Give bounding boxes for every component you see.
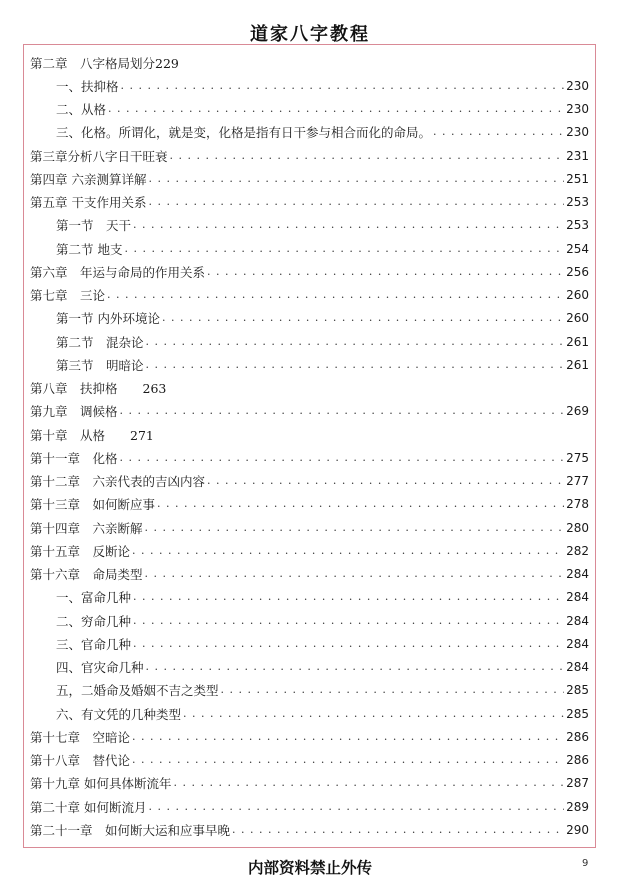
toc-entry-label: 第三节 明暗论 xyxy=(56,357,144,373)
toc-entry-page: 284 xyxy=(566,590,589,605)
toc-entry[interactable] xyxy=(30,725,589,748)
toc-entry-page: 282 xyxy=(566,543,589,558)
toc-entry-page: 289 xyxy=(566,799,589,814)
table-of-contents xyxy=(30,51,589,842)
toc-entry-label: 第二章 八字格局划分229 xyxy=(30,55,179,71)
document-title: 道家八字教程 xyxy=(250,24,370,45)
dot-leader xyxy=(133,590,564,604)
toc-entry-label: 第十六章 命局类型 xyxy=(30,567,143,583)
toc-entry-label: 四、官灾命几种 xyxy=(56,660,144,676)
toc-entry[interactable] xyxy=(30,539,589,562)
dot-leader xyxy=(207,265,564,279)
dot-leader xyxy=(162,311,564,325)
dot-leader xyxy=(148,195,564,209)
dot-leader xyxy=(146,358,565,372)
toc-entry[interactable] xyxy=(30,818,589,841)
toc-entry-page: 269 xyxy=(566,404,589,419)
toc-entry[interactable] xyxy=(30,284,589,307)
dot-leader xyxy=(133,637,564,651)
dot-leader xyxy=(145,521,565,535)
toc-entry-label: 第九章 调候格 xyxy=(30,404,118,420)
toc-entry-label: 第十四章 六亲断解 xyxy=(30,520,143,536)
toc-entry-label: 第十五章 反断论 xyxy=(30,543,131,559)
dot-leader xyxy=(133,218,564,232)
toc-entry-label: 五，二婚命及婚姻不吉之类型 xyxy=(56,683,219,699)
toc-entry[interactable] xyxy=(30,656,589,679)
toc-entry-page: 280 xyxy=(566,520,589,535)
toc-entry[interactable] xyxy=(30,214,589,237)
toc-entry-page: 230 xyxy=(566,125,589,140)
page-number: 9 xyxy=(582,858,589,869)
toc-entry-page: 285 xyxy=(566,683,589,698)
dot-leader xyxy=(221,683,565,697)
toc-entry-label: 第四章 六亲测算详解 xyxy=(30,171,147,187)
toc-entry-label: 第十章 从格 271 xyxy=(30,427,154,443)
toc-entry-page: 286 xyxy=(566,753,589,768)
toc-entry[interactable] xyxy=(30,563,589,586)
toc-entry-page: 290 xyxy=(566,822,589,837)
toc-entry[interactable] xyxy=(30,586,589,609)
toc-entry-page: 253 xyxy=(566,218,589,233)
dot-leader xyxy=(124,242,564,256)
toc-entry-page: 256 xyxy=(566,264,589,279)
dot-leader xyxy=(148,800,564,814)
toc-entry-label: 六、有文凭的几种类型 xyxy=(56,706,182,722)
toc-entry-page: 275 xyxy=(566,450,589,465)
toc-entry[interactable] xyxy=(30,74,589,97)
toc-entry[interactable] xyxy=(30,749,589,772)
toc-entry-page: 254 xyxy=(566,241,589,256)
toc-entry-label: 三、官命几种 xyxy=(56,636,132,652)
toc-entry-label: 第七章 三论 xyxy=(30,288,106,304)
toc-entry[interactable] xyxy=(30,377,589,400)
toc-entry-page: 277 xyxy=(566,474,589,489)
toc-entry-label: 第一节 天干 xyxy=(56,218,132,234)
dot-leader xyxy=(232,823,564,837)
toc-entry[interactable] xyxy=(30,795,589,818)
toc-entry[interactable] xyxy=(30,493,589,516)
toc-entry-page: 286 xyxy=(566,729,589,744)
toc-entry-label: 第二节 混杂论 xyxy=(56,334,144,350)
toc-entry[interactable] xyxy=(30,446,589,469)
dot-leader xyxy=(148,172,564,186)
toc-entry-label: 第十八章 替代论 xyxy=(30,753,131,769)
toc-entry-page: 230 xyxy=(566,102,589,117)
dot-leader xyxy=(121,79,565,93)
toc-entry-label: 第三章分析八字日干旺衰 xyxy=(30,148,168,164)
toc-entry[interactable] xyxy=(30,470,589,493)
toc-entry[interactable] xyxy=(30,260,589,283)
toc-entry[interactable] xyxy=(30,51,589,74)
toc-entry[interactable] xyxy=(30,400,589,423)
dot-leader xyxy=(132,544,564,558)
toc-entry-page: 261 xyxy=(566,334,589,349)
dot-leader xyxy=(120,404,565,418)
toc-entry-label: 第十二章 六亲代表的吉凶内容 xyxy=(30,474,206,490)
toc-entry-label: 第十三章 如何断应事 xyxy=(30,497,156,513)
toc-entry[interactable] xyxy=(30,353,589,376)
toc-entry[interactable] xyxy=(30,98,589,121)
toc-entry[interactable] xyxy=(30,609,589,632)
toc-entry-label: 第五章 干支作用关系 xyxy=(30,195,147,211)
toc-entry-label: 三、化格。所谓化，就是变，化格是指有日干参与相合而化的命局。 xyxy=(56,125,432,141)
dot-leader xyxy=(120,451,565,465)
footer-notice: 内部资料禁止外传 xyxy=(247,858,372,877)
toc-entry-page: 251 xyxy=(566,171,589,186)
dot-leader xyxy=(132,753,564,767)
toc-entry-page: 284 xyxy=(566,636,589,651)
toc-entry[interactable] xyxy=(30,330,589,353)
toc-entry-page: 260 xyxy=(566,288,589,303)
dot-leader xyxy=(173,776,564,790)
dot-leader xyxy=(183,707,564,721)
toc-entry-page: 287 xyxy=(566,776,589,791)
toc-entry-label: 二、穷命几种 xyxy=(56,613,132,629)
toc-entry-label: 第一节 内外环境论 xyxy=(56,311,160,327)
toc-entry-page: 278 xyxy=(566,497,589,512)
toc-entry-label: 第十九章 如何具体断流年 xyxy=(30,776,172,792)
toc-entry-page: 261 xyxy=(566,357,589,372)
dot-leader xyxy=(170,149,565,163)
toc-entry[interactable] xyxy=(30,702,589,725)
dot-leader xyxy=(157,497,564,511)
toc-entry[interactable] xyxy=(30,237,589,260)
toc-entry-page: 260 xyxy=(566,311,589,326)
toc-entry-label: 第十一章 化格 xyxy=(30,450,118,466)
toc-entry-label: 二、从格 xyxy=(56,102,107,118)
dot-leader xyxy=(108,102,564,116)
toc-entry-label: 第二节 地支 xyxy=(56,241,123,257)
toc-entry-label: 第十七章 空暗论 xyxy=(30,729,131,745)
toc-entry[interactable] xyxy=(30,191,589,214)
toc-entry[interactable] xyxy=(30,772,589,795)
toc-entry[interactable] xyxy=(30,632,589,655)
toc-entry-page: 253 xyxy=(566,195,589,210)
dot-leader xyxy=(146,660,565,674)
toc-entry[interactable] xyxy=(30,423,589,446)
toc-entry-label: 第六章 年运与命局的作用关系 xyxy=(30,264,206,280)
toc-entry[interactable] xyxy=(30,121,589,144)
toc-entry-page: 284 xyxy=(566,567,589,582)
toc-entry[interactable] xyxy=(30,307,589,330)
toc-entry-page: 285 xyxy=(566,706,589,721)
dot-leader xyxy=(107,288,564,302)
toc-entry-page: 230 xyxy=(566,78,589,93)
toc-entry[interactable] xyxy=(30,167,589,190)
toc-entry[interactable] xyxy=(30,516,589,539)
toc-entry-label: 第二十一章 如何断大运和应事早晚 xyxy=(30,822,231,838)
toc-entry[interactable] xyxy=(30,679,589,702)
dot-leader xyxy=(207,474,564,488)
dot-leader xyxy=(133,614,564,628)
toc-entry-label: 一、富命几种 xyxy=(56,590,132,606)
dot-leader xyxy=(146,335,565,349)
toc-entry-page: 231 xyxy=(566,148,589,163)
toc-entry-page: 284 xyxy=(566,613,589,628)
toc-entry[interactable] xyxy=(30,144,589,167)
dot-leader xyxy=(132,730,564,744)
dot-leader xyxy=(433,125,564,139)
dot-leader xyxy=(145,567,565,581)
toc-entry-label: 第八章 扶抑格 263 xyxy=(30,381,167,397)
toc-entry-page: 284 xyxy=(566,660,589,675)
toc-frame xyxy=(23,44,596,848)
toc-entry-label: 第二十章 如何断流月 xyxy=(30,799,147,815)
toc-entry-label: 一、扶抑格 xyxy=(56,78,119,94)
